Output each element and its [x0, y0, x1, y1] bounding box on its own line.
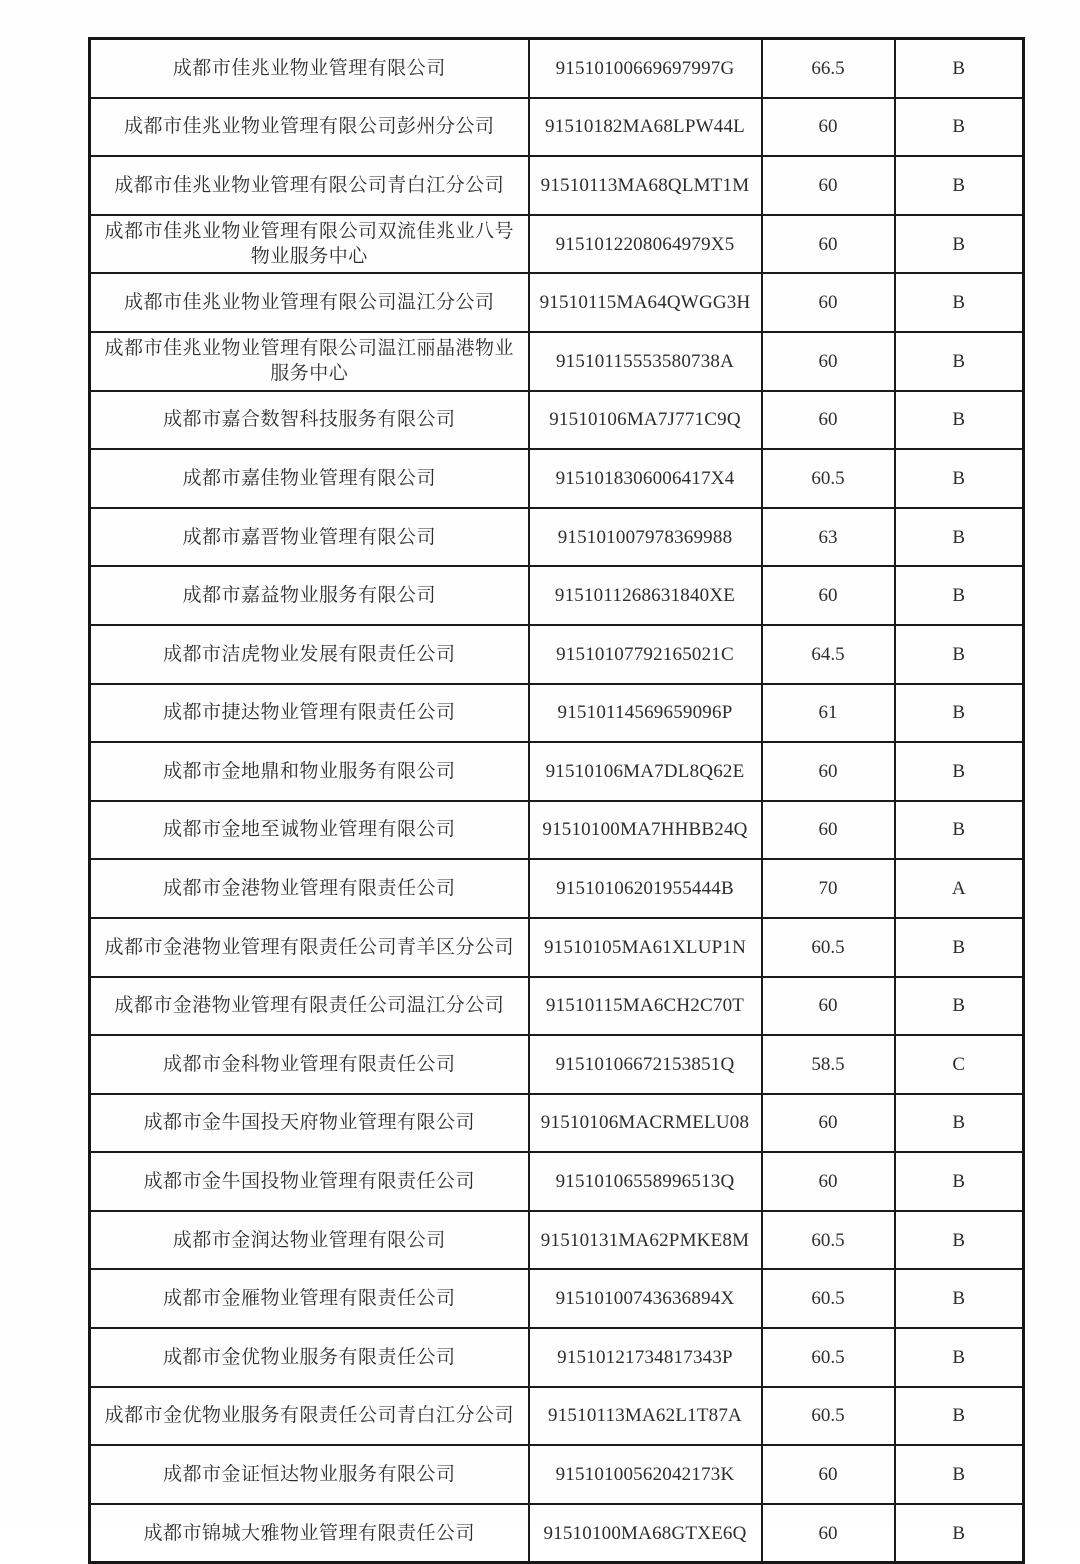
table-row: [90, 1035, 1024, 1094]
credit-code-cell: 91510100669697997G: [529, 39, 762, 98]
grade-cell: B: [895, 742, 1024, 801]
company-name-cell: 成都市嘉合数智科技服务有限公司: [90, 391, 529, 450]
grade-cell: B: [895, 449, 1024, 508]
score-cell: 60: [762, 98, 895, 157]
credit-code-cell: 91510114569659096P: [529, 684, 762, 743]
company-name-cell: 成都市佳兆业物业管理有限公司青白江分公司: [90, 156, 529, 215]
company-name-cell: 成都市佳兆业物业管理有限公司温江分公司: [90, 273, 529, 332]
company-name-cell: 成都市金港物业管理有限责任公司温江分公司: [90, 977, 529, 1036]
table-row: [90, 859, 1024, 918]
table-row: [90, 215, 1024, 274]
table-row: [90, 1387, 1024, 1446]
company-name-cell: 成都市嘉佳物业管理有限公司: [90, 449, 529, 508]
rating-table: [88, 37, 1025, 1564]
score-cell: 66.5: [762, 39, 895, 98]
credit-code-cell: 91510115MA6CH2C70T: [529, 977, 762, 1036]
grade-cell: B: [895, 273, 1024, 332]
credit-code-cell: 91510100562042173K: [529, 1445, 762, 1504]
credit-code-cell: 91510107792165021C: [529, 625, 762, 684]
company-name-cell: 成都市金雁物业管理有限责任公司: [90, 1269, 529, 1328]
credit-code-cell: 91510100MA7HHBB24Q: [529, 801, 762, 860]
grade-cell: B: [895, 215, 1024, 274]
credit-code-cell: 91510113MA68QLMT1M: [529, 156, 762, 215]
table-row: [90, 1269, 1024, 1328]
credit-code-cell: 91510182MA68LPW44L: [529, 98, 762, 157]
score-cell: 70: [762, 859, 895, 918]
score-cell: 60: [762, 801, 895, 860]
score-cell: 60: [762, 273, 895, 332]
table-row: [90, 156, 1024, 215]
credit-code-cell: 91510105MA61XLUP1N: [529, 918, 762, 977]
company-name-cell: 成都市锦城大雅物业管理有限责任公司: [90, 1504, 529, 1563]
credit-code-cell: 91510106201955444B: [529, 859, 762, 918]
company-name-cell: 成都市金地鼎和物业服务有限公司: [90, 742, 529, 801]
table-row: [90, 1211, 1024, 1270]
grade-cell: B: [895, 1504, 1024, 1563]
rating-table-body: [90, 39, 1024, 1563]
table-row: [90, 391, 1024, 450]
company-name-cell: 成都市金证恒达物业服务有限公司: [90, 1445, 529, 1504]
score-cell: 60: [762, 977, 895, 1036]
score-cell: 60.5: [762, 449, 895, 508]
grade-cell: B: [895, 1269, 1024, 1328]
company-name-cell: 成都市金港物业管理有限责任公司青羊区分公司: [90, 918, 529, 977]
company-name-cell: 成都市金牛国投天府物业管理有限公司: [90, 1094, 529, 1153]
score-cell: 60: [762, 391, 895, 450]
grade-cell: B: [895, 977, 1024, 1036]
credit-code-cell: 91510113MA62L1T87A: [529, 1387, 762, 1446]
grade-cell: B: [895, 39, 1024, 98]
grade-cell: B: [895, 625, 1024, 684]
table-row: [90, 1094, 1024, 1153]
grade-cell: B: [895, 1387, 1024, 1446]
score-cell: 60: [762, 1094, 895, 1153]
table-row: [90, 625, 1024, 684]
grade-cell: C: [895, 1035, 1024, 1094]
score-cell: 61: [762, 684, 895, 743]
grade-cell: B: [895, 1152, 1024, 1211]
company-name-cell: 成都市佳兆业物业管理有限公司彭州分公司: [90, 98, 529, 157]
grade-cell: B: [895, 1211, 1024, 1270]
company-name-cell: 成都市捷达物业管理有限责任公司: [90, 684, 529, 743]
grade-cell: B: [895, 1445, 1024, 1504]
score-cell: 60.5: [762, 918, 895, 977]
credit-code-cell: 9151011268631840XE: [529, 566, 762, 625]
score-cell: 60: [762, 1445, 895, 1504]
credit-code-cell: 91510106672153851Q: [529, 1035, 762, 1094]
company-name-cell: 成都市嘉晋物业管理有限公司: [90, 508, 529, 567]
credit-code-cell: 91510100743636894X: [529, 1269, 762, 1328]
table-row: [90, 684, 1024, 743]
credit-code-cell: 91510131MA62PMKE8M: [529, 1211, 762, 1270]
table-row: [90, 742, 1024, 801]
score-cell: 60.5: [762, 1328, 895, 1387]
company-name-cell: 成都市金地至诚物业管理有限公司: [90, 801, 529, 860]
company-name-cell: 成都市嘉益物业服务有限公司: [90, 566, 529, 625]
grade-cell: A: [895, 859, 1024, 918]
table-row: [90, 273, 1024, 332]
credit-code-cell: 91510106MA7DL8Q62E: [529, 742, 762, 801]
score-cell: 63: [762, 508, 895, 567]
grade-cell: B: [895, 98, 1024, 157]
score-cell: 64.5: [762, 625, 895, 684]
grade-cell: B: [895, 508, 1024, 567]
credit-code-cell: 91510106MA7J771C9Q: [529, 391, 762, 450]
score-cell: 58.5: [762, 1035, 895, 1094]
grade-cell: B: [895, 918, 1024, 977]
company-name-cell: 成都市佳兆业物业管理有限公司双流佳兆业八号物业服务中心: [90, 215, 529, 274]
grade-cell: B: [895, 1094, 1024, 1153]
credit-code-cell: 91510121734817343P: [529, 1328, 762, 1387]
table-row: [90, 977, 1024, 1036]
credit-code-cell: 91510115553580738A: [529, 332, 762, 391]
table-row: [90, 98, 1024, 157]
table-row: [90, 39, 1024, 98]
credit-code-cell: 915101007978369988: [529, 508, 762, 567]
table-row: [90, 508, 1024, 567]
credit-code-cell: 9151012208064979X5: [529, 215, 762, 274]
credit-code-cell: 91510106MACRMELU08: [529, 1094, 762, 1153]
credit-code-cell: 91510106558996513Q: [529, 1152, 762, 1211]
company-name-cell: 成都市洁虎物业发展有限责任公司: [90, 625, 529, 684]
credit-code-cell: 91510100MA68GTXE6Q: [529, 1504, 762, 1563]
table-row: [90, 1152, 1024, 1211]
table-row: [90, 449, 1024, 508]
score-cell: 60.5: [762, 1387, 895, 1446]
score-cell: 60: [762, 332, 895, 391]
grade-cell: B: [895, 801, 1024, 860]
company-name-cell: 成都市金润达物业管理有限公司: [90, 1211, 529, 1270]
company-name-cell: 成都市金港物业管理有限责任公司: [90, 859, 529, 918]
company-name-cell: 成都市佳兆业物业管理有限公司: [90, 39, 529, 98]
grade-cell: B: [895, 684, 1024, 743]
company-name-cell: 成都市金牛国投物业管理有限责任公司: [90, 1152, 529, 1211]
table-row: [90, 918, 1024, 977]
company-name-cell: 成都市金科物业管理有限责任公司: [90, 1035, 529, 1094]
grade-cell: B: [895, 156, 1024, 215]
score-cell: 60: [762, 566, 895, 625]
table-row: [90, 566, 1024, 625]
credit-code-cell: 91510115MA64QWGG3H: [529, 273, 762, 332]
company-name-cell: 成都市金优物业服务有限责任公司青白江分公司: [90, 1387, 529, 1446]
company-name-cell: 成都市佳兆业物业管理有限公司温江丽晶港物业服务中心: [90, 332, 529, 391]
table-row: [90, 801, 1024, 860]
company-name-cell: 成都市金优物业服务有限责任公司: [90, 1328, 529, 1387]
score-cell: 60.5: [762, 1211, 895, 1270]
grade-cell: B: [895, 332, 1024, 391]
table-row: [90, 1328, 1024, 1387]
score-cell: 60: [762, 156, 895, 215]
table-row: [90, 1445, 1024, 1504]
grade-cell: B: [895, 391, 1024, 450]
score-cell: 60.5: [762, 1269, 895, 1328]
grade-cell: B: [895, 1328, 1024, 1387]
score-cell: 60: [762, 1504, 895, 1563]
score-cell: 60: [762, 1152, 895, 1211]
table-row: [90, 332, 1024, 391]
credit-code-cell: 9151018306006417X4: [529, 449, 762, 508]
table-row: [90, 1504, 1024, 1563]
score-cell: 60: [762, 215, 895, 274]
score-cell: 60: [762, 742, 895, 801]
grade-cell: B: [895, 566, 1024, 625]
